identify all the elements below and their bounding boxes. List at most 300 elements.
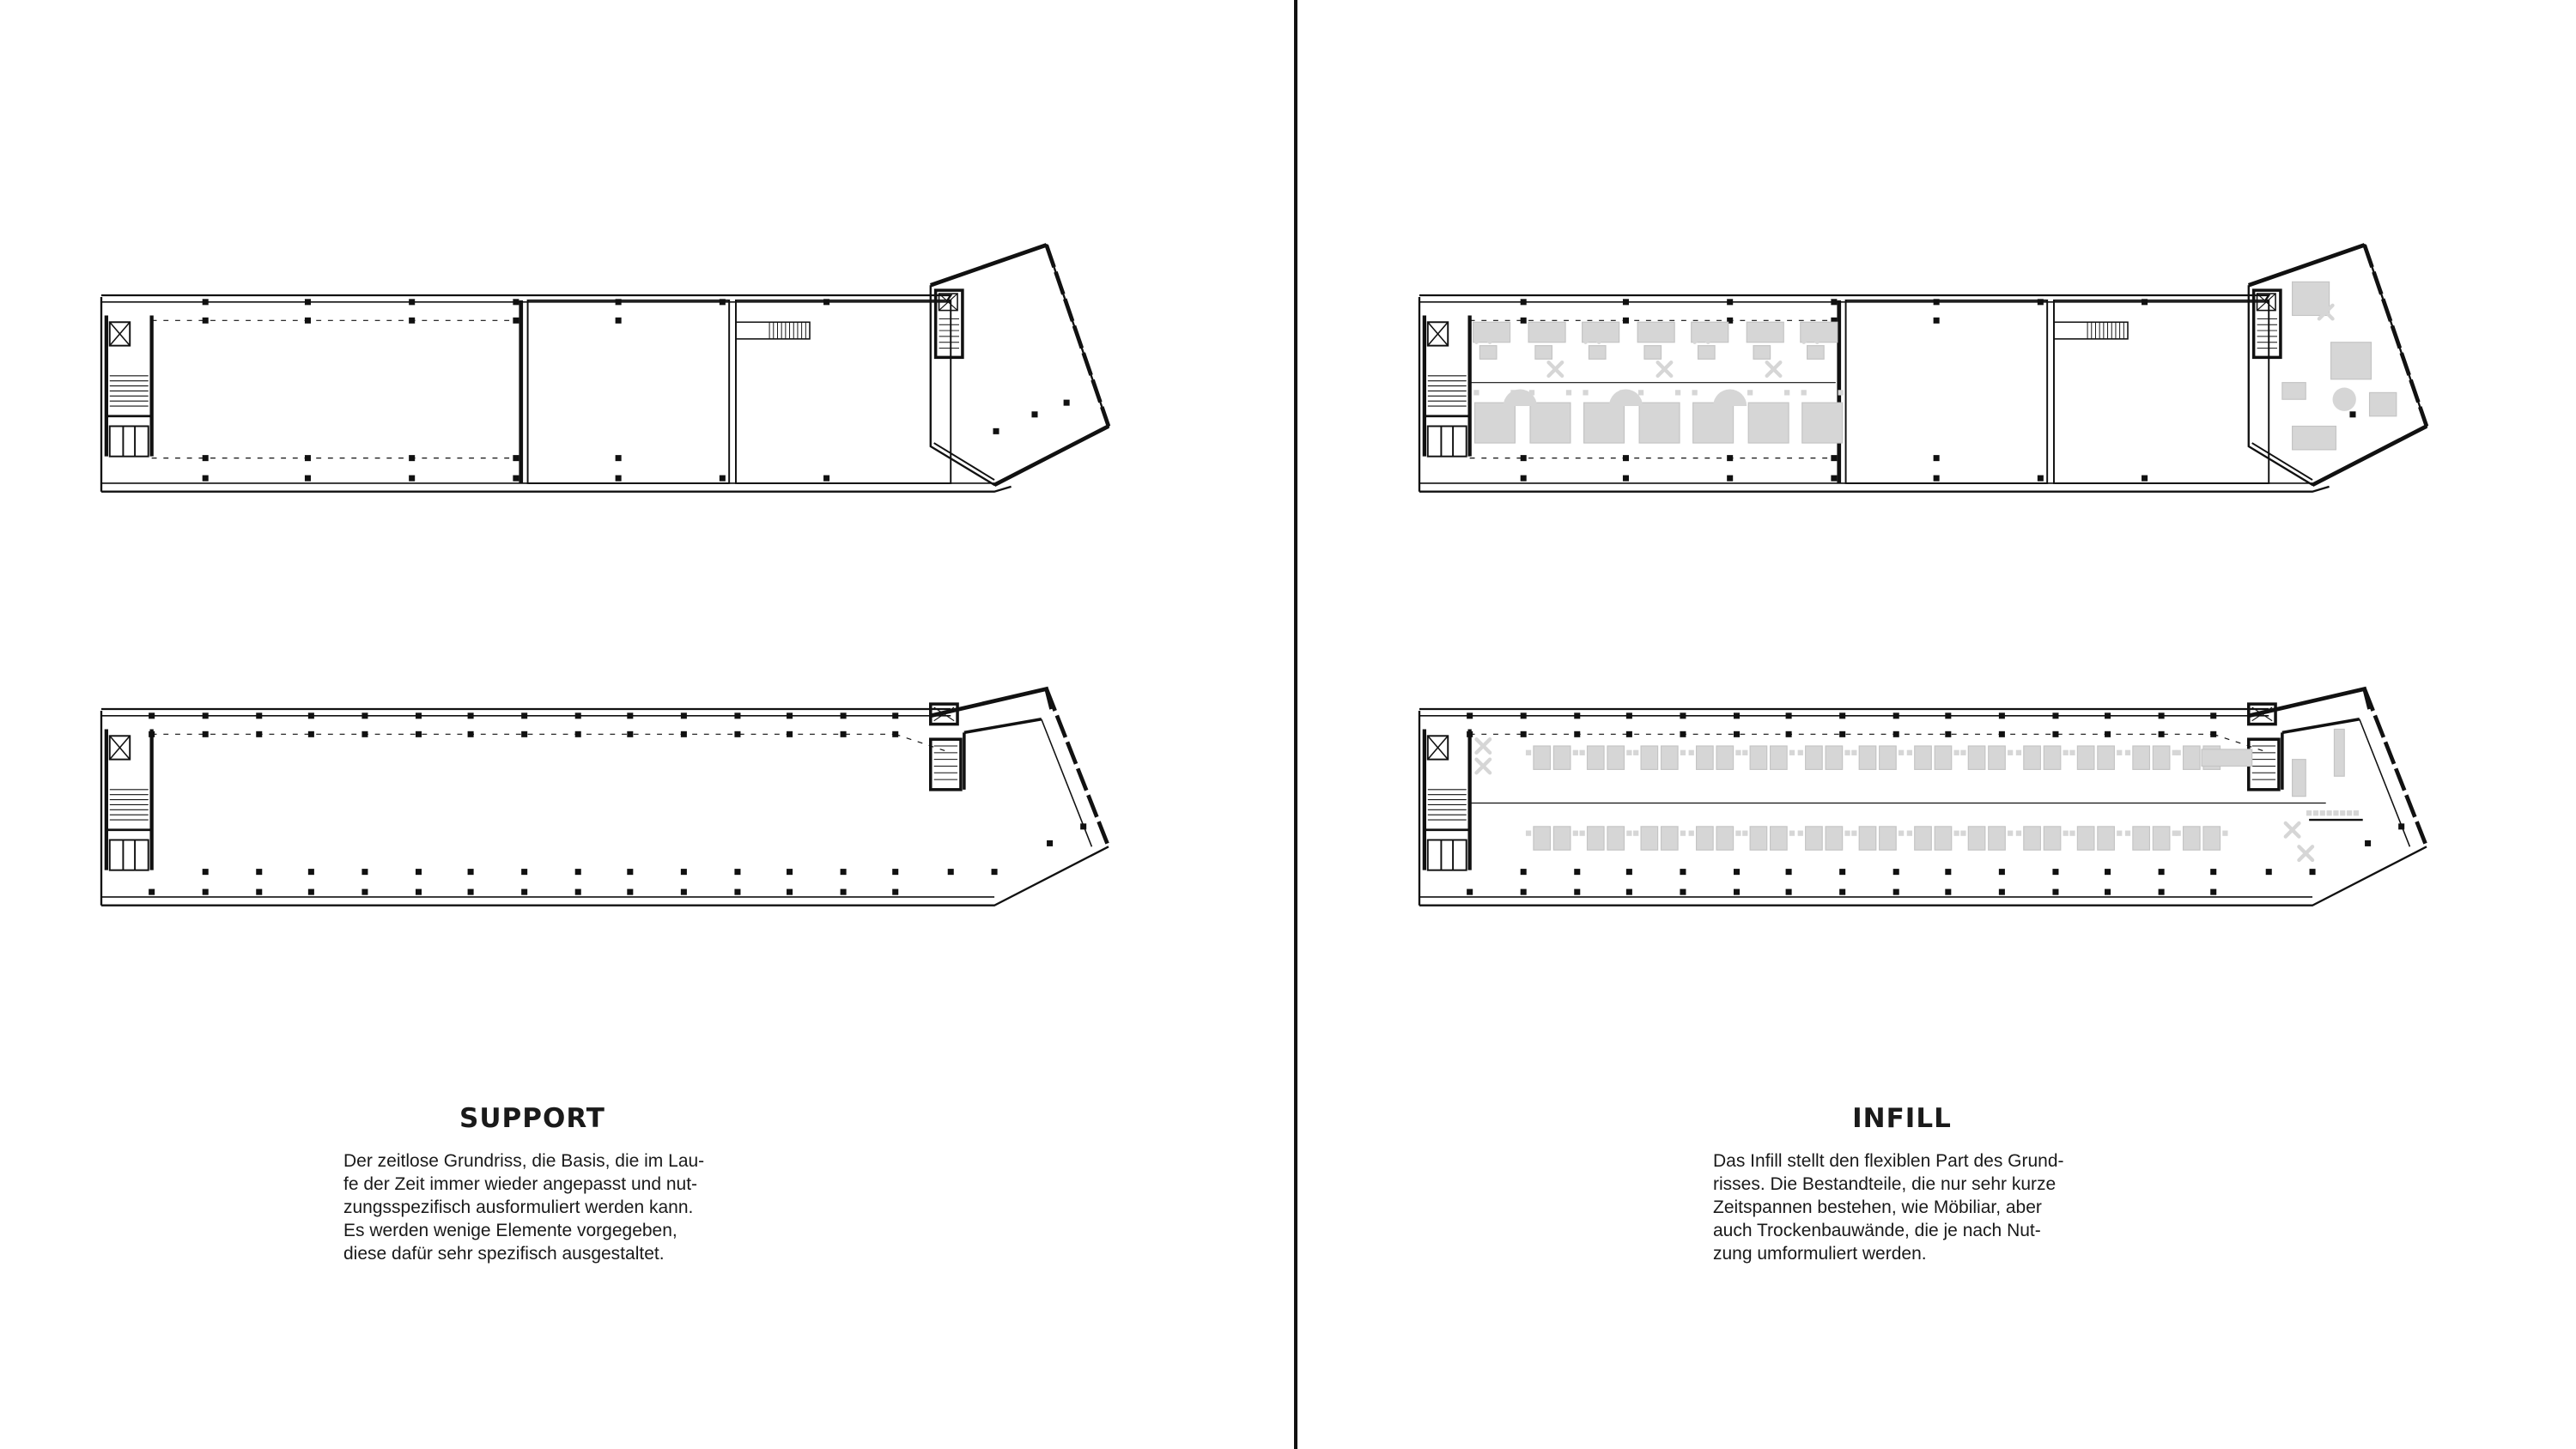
desk (1826, 827, 1843, 850)
core-room (1428, 840, 1467, 870)
column (468, 869, 474, 875)
column (2159, 889, 2165, 895)
desk (1989, 746, 2006, 769)
column (2266, 869, 2272, 875)
support-line: Der zeitlose Grundriss, die Basis, die im Lau- (343, 1151, 705, 1171)
column (1521, 455, 1527, 461)
chair (2069, 831, 2075, 836)
infill-title: INFILL (1852, 1103, 1952, 1134)
infill-line: zung umformuliert werden. (1713, 1244, 1927, 1264)
column (2349, 411, 2355, 417)
chair (1798, 831, 1803, 836)
column (1734, 712, 1740, 718)
desk (2098, 827, 2115, 850)
chair (1626, 750, 1631, 755)
chair (1626, 831, 1631, 836)
meeting-table (1584, 403, 1625, 443)
column (992, 869, 998, 875)
facade-bottom (1419, 487, 2330, 492)
infill-line: risses. Die Bestandteile, die nur sehr kurze (1713, 1174, 2057, 1194)
meeting-table (1475, 403, 1516, 443)
chair (1784, 390, 1789, 395)
column (1623, 318, 1629, 324)
chair (2354, 810, 2359, 815)
column (1521, 712, 1527, 718)
chair (1573, 831, 1578, 836)
hall-void (2054, 300, 2269, 483)
column (409, 299, 415, 305)
desk (1750, 827, 1767, 850)
column (305, 299, 311, 305)
support-title: SUPPORT (459, 1103, 605, 1134)
desk (1915, 746, 1932, 769)
column (2038, 476, 2044, 482)
chair (1566, 390, 1571, 395)
round-table (1713, 389, 1747, 406)
support-lower-plan (101, 689, 1109, 906)
column (308, 869, 314, 875)
desk (2282, 383, 2306, 400)
chair (1851, 750, 1856, 755)
column (1574, 712, 1580, 718)
desk (2024, 746, 2041, 769)
column (1831, 455, 1837, 461)
column (416, 712, 422, 718)
desk (1535, 346, 1552, 360)
column (1893, 889, 1899, 895)
column (681, 889, 687, 895)
column (1680, 712, 1686, 718)
wing-wall (1047, 245, 1109, 426)
chair (2069, 750, 2075, 755)
column (513, 318, 519, 324)
chair (1907, 831, 1912, 836)
chair (2347, 810, 2352, 815)
atrium-void (1846, 300, 2048, 483)
infill-line: Zeitspannen bestehen, wie Möbiliar, aber (1713, 1197, 2042, 1217)
column (305, 455, 311, 461)
meeting-table (1693, 403, 1734, 443)
column (734, 869, 740, 875)
column (1934, 455, 1940, 461)
column (892, 712, 898, 718)
chair (2125, 750, 2130, 755)
column (361, 889, 368, 895)
wing-wall (931, 245, 1047, 285)
column (1934, 318, 1940, 324)
desk (2044, 746, 2061, 769)
column (521, 889, 527, 895)
chair (1573, 750, 1578, 755)
desk (1607, 746, 1625, 769)
shelf (2293, 760, 2306, 797)
column (416, 869, 422, 875)
round-table (1609, 389, 1643, 406)
chair (2063, 750, 2069, 755)
column (1945, 731, 1951, 737)
column (513, 299, 519, 305)
column (1999, 889, 2005, 895)
desk (1806, 746, 1823, 769)
column (1839, 869, 1845, 875)
column (823, 476, 829, 482)
chair (2125, 831, 2130, 836)
infill-line: Das Infill stellt den flexiblen Part des Grund- (1713, 1151, 2064, 1171)
desk (1588, 827, 1605, 850)
column (1727, 299, 1733, 305)
shelf (2334, 729, 2344, 776)
wing-wall (2249, 245, 2365, 285)
column (720, 476, 726, 482)
column (2398, 823, 2404, 829)
column (1521, 869, 1527, 875)
column (2365, 840, 2371, 846)
desk (1534, 746, 1551, 769)
column (575, 712, 581, 718)
chair (2176, 750, 2181, 755)
column (1945, 889, 1951, 895)
wing-core (2249, 739, 2279, 790)
desk (1989, 827, 2006, 850)
column (1893, 869, 1899, 875)
column (1467, 889, 1473, 895)
column (256, 712, 262, 718)
desk (1806, 827, 1823, 850)
desk (1771, 746, 1788, 769)
chair (1526, 831, 1531, 836)
chair (1473, 390, 1479, 395)
chair (1844, 831, 1850, 836)
column (1839, 712, 1845, 718)
column (521, 712, 527, 718)
desk (1880, 746, 1897, 769)
column (2052, 869, 2058, 875)
desk (1807, 346, 1825, 360)
desk (1880, 827, 1897, 850)
desk (1750, 746, 1767, 769)
column (203, 712, 209, 718)
column (521, 869, 527, 875)
wing-wall (931, 689, 1052, 716)
desk (1607, 827, 1625, 850)
column (1467, 712, 1473, 718)
chair (1789, 750, 1795, 755)
chair (2016, 750, 2021, 755)
meeting-table (1748, 403, 1789, 443)
meeting-table (1639, 403, 1680, 443)
desk (2098, 746, 2115, 769)
support-line: Es werden wenige Elemente vorgegeben, (343, 1221, 677, 1240)
chair (2176, 831, 2181, 836)
column (627, 889, 633, 895)
column (1893, 712, 1899, 718)
wing-wall (964, 719, 1042, 733)
chair (1680, 831, 1686, 836)
desk (1716, 746, 1734, 769)
column (1786, 869, 1792, 875)
column (1680, 889, 1686, 895)
desk (1697, 746, 1714, 769)
chair (2222, 831, 2227, 836)
desk (2077, 746, 2094, 769)
column (203, 299, 209, 305)
desk (1641, 746, 1658, 769)
chair (1899, 750, 1904, 755)
column (203, 869, 209, 875)
desk (1528, 322, 1565, 342)
chair (1633, 750, 1638, 755)
desk (2024, 827, 2041, 850)
column (1831, 299, 1837, 305)
column (2105, 869, 2111, 875)
chair (2313, 810, 2318, 815)
column (1574, 869, 1580, 875)
wing-wall (994, 426, 1109, 484)
desk (2044, 827, 2061, 850)
column (308, 712, 314, 718)
wing-core (931, 739, 961, 790)
support-line: diese dafür sehr spezifisch ausgestaltet. (343, 1244, 665, 1264)
chair (1583, 390, 1588, 395)
desk (1662, 827, 1679, 850)
desk (2133, 746, 2150, 769)
desk (1826, 746, 1843, 769)
chair (2117, 831, 2122, 836)
column (308, 889, 314, 895)
column (2052, 889, 2058, 895)
column (681, 869, 687, 875)
desk (2153, 827, 2170, 850)
infill-description (1713, 1149, 2091, 1265)
chair (2333, 810, 2338, 815)
column (575, 889, 581, 895)
desk (1662, 746, 1679, 769)
column (1839, 731, 1845, 737)
column (468, 712, 474, 718)
column (1521, 299, 1527, 305)
chair (2320, 810, 2325, 815)
column (627, 712, 633, 718)
wing-wall (2249, 689, 2370, 716)
column (2210, 869, 2216, 875)
desk (2331, 343, 2372, 379)
column (2310, 869, 2316, 875)
chair (1953, 750, 1959, 755)
support-upper-plan (101, 245, 1109, 491)
chair (2340, 810, 2345, 815)
wing-wall (2282, 719, 2360, 733)
support-description (343, 1149, 721, 1265)
core-room (1428, 426, 1467, 456)
column (1945, 869, 1951, 875)
wing-wall (1047, 689, 1109, 847)
chair (1675, 390, 1680, 395)
column (1080, 823, 1086, 829)
chair (1851, 831, 1856, 836)
column (513, 455, 519, 461)
desk (1968, 827, 1985, 850)
axis-line (896, 734, 951, 753)
column (892, 889, 898, 895)
column (409, 455, 415, 461)
desk (1641, 827, 1658, 850)
desk (1588, 746, 1605, 769)
desk (1644, 346, 1662, 360)
column (627, 731, 633, 737)
column (2159, 869, 2165, 875)
chair (1526, 750, 1531, 755)
wing-outline (931, 245, 1109, 485)
column (361, 869, 368, 875)
wing-wall (2365, 689, 2427, 847)
conference-table (2202, 749, 2252, 767)
desk (2184, 827, 2201, 850)
chair (1838, 390, 1844, 395)
column (149, 889, 155, 895)
chair (2016, 831, 2021, 836)
column (1727, 455, 1733, 461)
column (841, 889, 847, 895)
column (1626, 889, 1632, 895)
hall-void (736, 300, 951, 483)
column (948, 869, 954, 875)
meeting-table (1530, 403, 1571, 443)
column (203, 889, 209, 895)
chair (1742, 750, 1747, 755)
chair (1801, 390, 1807, 395)
desk (1553, 827, 1571, 850)
column (1626, 869, 1632, 875)
column (616, 318, 622, 324)
column (1727, 476, 1733, 482)
column (575, 869, 581, 875)
core-room (110, 840, 149, 870)
support-line: fe der Zeit immer wieder angepasst und nut- (343, 1174, 698, 1194)
column (787, 712, 793, 718)
bridge (2054, 322, 2128, 339)
support-caption (343, 1103, 721, 1265)
column (1521, 476, 1527, 482)
chair (1953, 831, 1959, 836)
chair (1960, 750, 1965, 755)
column (2142, 476, 2148, 482)
column (734, 712, 740, 718)
column (305, 318, 311, 324)
infill-lower-plan (1419, 689, 2427, 906)
column (681, 712, 687, 718)
column (521, 731, 527, 737)
column (1623, 455, 1629, 461)
meeting-table (1802, 403, 1843, 443)
chair (2063, 831, 2069, 836)
column (616, 476, 622, 482)
column (1031, 411, 1037, 417)
chair (1899, 831, 1904, 836)
chair (1689, 831, 1694, 836)
column (1999, 869, 2005, 875)
column (1786, 889, 1792, 895)
column (1680, 869, 1686, 875)
infill-furniture (1470, 729, 2363, 859)
column (416, 889, 422, 895)
bridge (736, 322, 810, 339)
chair (1580, 750, 1585, 755)
column (1734, 731, 1740, 737)
desk (1479, 346, 1497, 360)
desk (1771, 827, 1788, 850)
column (841, 869, 847, 875)
column (409, 318, 415, 324)
atrium-void (528, 300, 730, 483)
column (1626, 712, 1632, 718)
chair (1742, 831, 1747, 836)
infill-upper-plan (1419, 245, 2427, 491)
desk (2293, 426, 2336, 449)
column (2159, 712, 2165, 718)
desk (1859, 746, 1876, 769)
column (2105, 712, 2111, 718)
chair (1789, 831, 1795, 836)
column (627, 869, 633, 875)
column (1734, 869, 1740, 875)
column (1521, 889, 1527, 895)
column (1047, 840, 1053, 846)
column (149, 712, 155, 718)
desk (1859, 827, 1876, 850)
chair (2008, 831, 2013, 836)
column (203, 455, 209, 461)
chair (2326, 810, 2331, 815)
column (256, 889, 262, 895)
column (1574, 889, 1580, 895)
infill-line: auch Trockenbauwände, die je nach Nut- (1713, 1221, 2041, 1240)
column (1934, 476, 1940, 482)
desk (1935, 827, 1952, 850)
column (1999, 712, 2005, 718)
column (2210, 889, 2216, 895)
column (2052, 712, 2058, 718)
column (409, 476, 415, 482)
column (1064, 400, 1070, 406)
chair (1907, 750, 1912, 755)
desk (1589, 346, 1606, 360)
desk (1968, 746, 1985, 769)
desk (1697, 827, 1714, 850)
chair (2117, 750, 2122, 755)
column (1623, 299, 1629, 305)
chair (1580, 831, 1585, 836)
column (1786, 712, 1792, 718)
core-room (110, 426, 149, 456)
column (1831, 476, 1837, 482)
column (787, 889, 793, 895)
column (892, 869, 898, 875)
chair (1735, 750, 1741, 755)
chair (1633, 831, 1638, 836)
column (993, 428, 999, 434)
column (841, 712, 847, 718)
column (416, 731, 422, 737)
column (203, 318, 209, 324)
facade-bottom (101, 487, 1012, 492)
column (1734, 889, 1740, 895)
desk (1637, 322, 1674, 342)
round-table (2333, 388, 2356, 411)
chair (1692, 390, 1697, 395)
desk (1915, 827, 1932, 850)
desk (1935, 746, 1952, 769)
column (2105, 889, 2111, 895)
